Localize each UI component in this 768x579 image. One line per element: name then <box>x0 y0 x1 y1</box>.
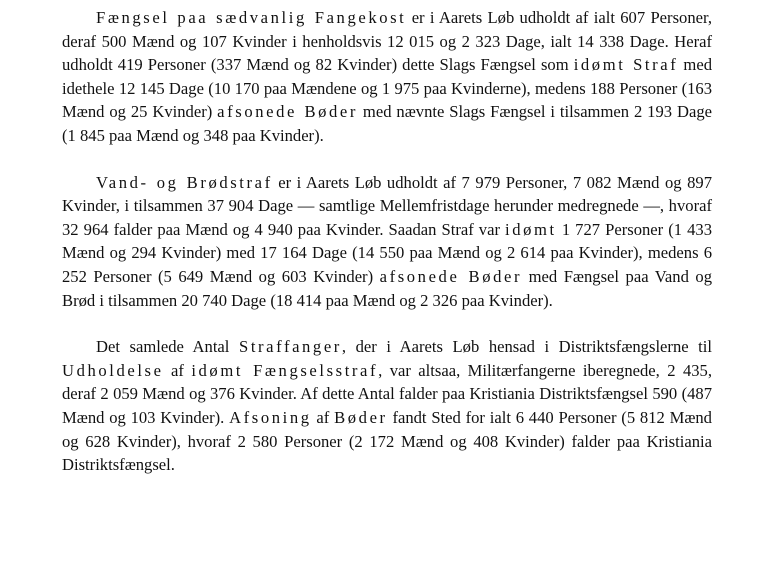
text-run: , der i Aarets Løb hensad i Distriktsfængslerne til <box>341 337 712 357</box>
spaced-term: afsonede Bøder <box>379 266 523 286</box>
document-page <box>62 6 712 477</box>
text-run: af <box>163 360 192 380</box>
text-run: med nævnte Slags Fængsel i tilsammen 2 193 Dage (1 845 paa Mænd og 348 paa Kvinder). <box>62 102 712 145</box>
spaced-term: idømt Straf <box>573 55 679 75</box>
text-run: med Fængsel paa Vand og Brød i tilsammen 20 740 Dage (18 414 paa Mænd og 2 326 paa Kvinder). <box>62 266 713 310</box>
spaced-term: idømt <box>505 219 557 239</box>
spaced-term: Fængsel paa sædvanlig Fangekost <box>96 8 407 27</box>
text-run: med idethele 12 145 Dage (10 170 paa Mændene og 1 975 paa Kvinderne), medens 188 Personer (163 Mænd og 25 Kvinder) <box>62 55 712 122</box>
spaced-term: Afsoning <box>229 407 312 427</box>
text-run: 1 727 Personer (1 433 Mænd og 294 Kvinder) med 17 164 Dage (14 550 paa Mænd og 2 614 paa Kvinder), medens 6 252 Personer (5 649 Mænd og 603 Kvinder) <box>62 219 712 286</box>
text-run: er i Aarets Løb udholdt af ialt 607 Personer, deraf 500 Mænd og 107 Kvinder i henholdsvis 12 015 og 2 323 Dage, ialt 14 338 Dage. Heraf udholdt 419 Personer (337 Mænd og 82 Kvinder) dette Slags Fængsel som <box>62 8 712 75</box>
text-run: er i Aarets Løb udholdt af 7 979 Personer, 7 082 Mænd og 897 Kvinder, i tilsammen 37 904 Dage — samtlige Mellemfristdage herunder medregnede —, hvoraf 32 964 falder paa Mænd og 4 940 paa Kvinder. Saadan Straf var <box>62 172 712 239</box>
text-run: Det samlede Antal <box>96 337 239 357</box>
text-run: af <box>311 407 335 427</box>
spaced-term: Udholdelse <box>62 360 164 380</box>
spaced-term: Vand- og Brødstraf <box>96 172 273 192</box>
spaced-term: Straffanger <box>238 337 342 357</box>
text-run: , var altsaa, Militærfangerne iberegnede, 2 435, deraf 2 059 Mænd og 376 Kvinder. Af dette Antal falder paa Kristiania Distriktsfængsel 590 (487 Mænd og 103 Kvinder). <box>62 360 712 427</box>
spaced-term: idømt Fængselsstraf <box>191 360 379 380</box>
spaced-term: afsonede Bøder <box>217 102 359 122</box>
text-run: fandt Sted for ialt 6 440 Personer (5 812 Mænd og 628 Kvinder), hvoraf 2 580 Personer (2 172 Mænd og 408 Kvinder) falder paa Kristiania Distriktsfængsel. <box>62 407 712 475</box>
paragraph-vand-og-brodstraf <box>62 171 712 313</box>
paragraph-fengsel-sedvanlig-fangekost <box>62 6 712 148</box>
spaced-term: Bøder <box>334 407 388 427</box>
paragraph-straffanger-total <box>62 335 712 477</box>
